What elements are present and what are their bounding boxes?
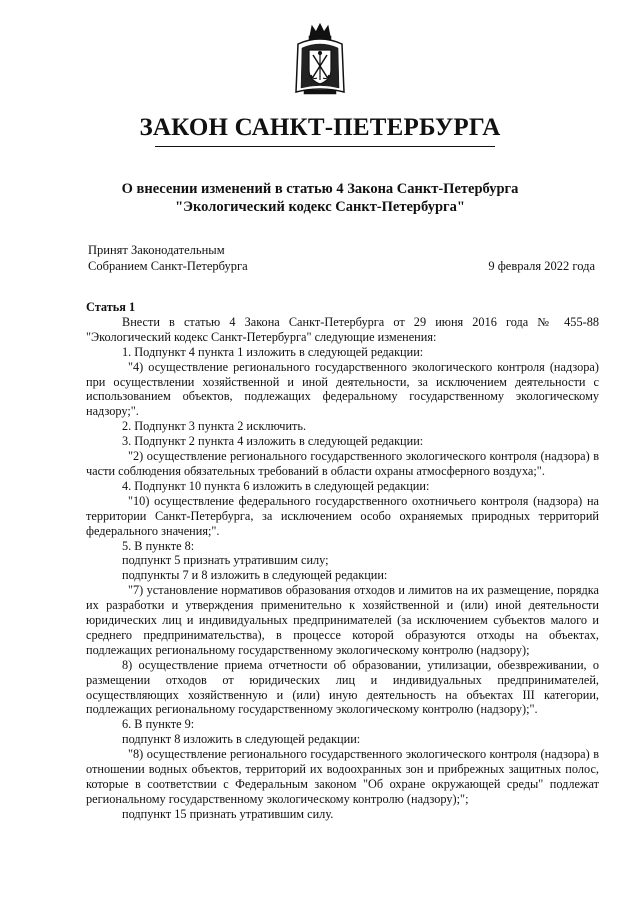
law-title: ЗАКОН САНКТ-ПЕТЕРБУРГА xyxy=(139,114,501,141)
paragraph: 6. В пункте 9: xyxy=(122,717,195,732)
article-heading: Статья 1 xyxy=(86,300,136,314)
paragraph: 1. Подпункт 4 пункта 1 изложить в следующей редакции: xyxy=(122,344,424,359)
paragraph: подпункт 8 изложить в следующей редакции: xyxy=(122,732,361,747)
paragraph: 3. Подпункт 2 пункта 4 изложить в следующей редакции: xyxy=(122,434,424,449)
paragraph: 8) осуществление приема отчетности об образовании, утилизации, обезвреживании, о размещении отходов от юридических лиц и индивидуальных предпринимателей, осуществляющих хозяйственную и (или) иную деятельность на объектах III категории, подлежащих региональному государственному экологическому контролю (надзору);". xyxy=(86,657,599,717)
paragraph: 5. В пункте 8: xyxy=(122,538,195,553)
paragraph: "7) установление нормативов образования отходов и лимитов на их размещение, порядка их разработки и утверждения применительно к хозяйственной и (или) иной деятельности юридических лиц и индивидуальных предпринимателей (за исключением субъектов малого и среднего предпринимательства), в процессе которой образуются отходы на объектах, подлежащих региональному государственному экологическому контролю (надзору); xyxy=(86,583,599,657)
coat-of-arms-icon xyxy=(292,22,348,98)
adoption-line-2: Собранием Санкт-Петербурга xyxy=(88,259,248,273)
subtitle-line-2: "Экологический кодекс Санкт-Петербурга" xyxy=(175,199,465,215)
paragraph: "2) осуществление регионального государственного экологического контроля (надзора) в части соблюдения обязательных требований в области охраны атмосферного воздуха;". xyxy=(86,449,599,478)
adoption-date: 9 февраля 2022 года xyxy=(488,259,595,273)
article-body xyxy=(86,300,599,822)
paragraph: подпункт 15 признать утратившим силу. xyxy=(122,806,334,821)
law-subtitle xyxy=(0,180,640,216)
paragraph: "10) осуществление федерального государственного охотничьего контроля (надзора) на территории Санкт-Петербурга, за исключением особо охраняемых природных территорий федерального значения;". xyxy=(86,493,599,538)
paragraph: 4. Подпункт 10 пункта 6 изложить в следующей редакции: xyxy=(122,478,430,493)
paragraph: "4) осуществление регионального государственного экологического контроля (надзора) при осуществлении хозяйственной и иной деятельности, за исключением деятельности с использованием объектов, подлежащих федеральному государственному экологическому надзору;". xyxy=(86,359,599,419)
paragraph: Внести в статью 4 Закона Санкт-Петербурга от 29 июня 2016 года № 455-88 "Экологический кодекс Санкт-Петербурга" следующие изменения: xyxy=(86,314,599,344)
paragraph: подпункт 5 признать утратившим силу; xyxy=(122,553,329,568)
adoption-line-1: Принят Законодательным xyxy=(88,243,225,257)
paragraph: подпункты 7 и 8 изложить в следующей редакции: xyxy=(122,568,388,583)
paragraph: 2. Подпункт 3 пункта 2 исключить. xyxy=(122,419,307,434)
subtitle-line-1: О внесении изменений в статью 4 Закона Санкт-Петербурга xyxy=(121,181,519,197)
title-underline xyxy=(155,146,495,147)
adoption-info xyxy=(88,242,248,274)
paragraph: "8) осуществление регионального государственного экологического контроля (надзора) в отношении водных объектов, территорий их водоохранных зон и прибрежных защитных полос, которые в соответствии с Федеральным законом "Об охране окружающей среды" подлежат региональному государственному экологическому контролю (надзору);"; xyxy=(86,747,599,806)
